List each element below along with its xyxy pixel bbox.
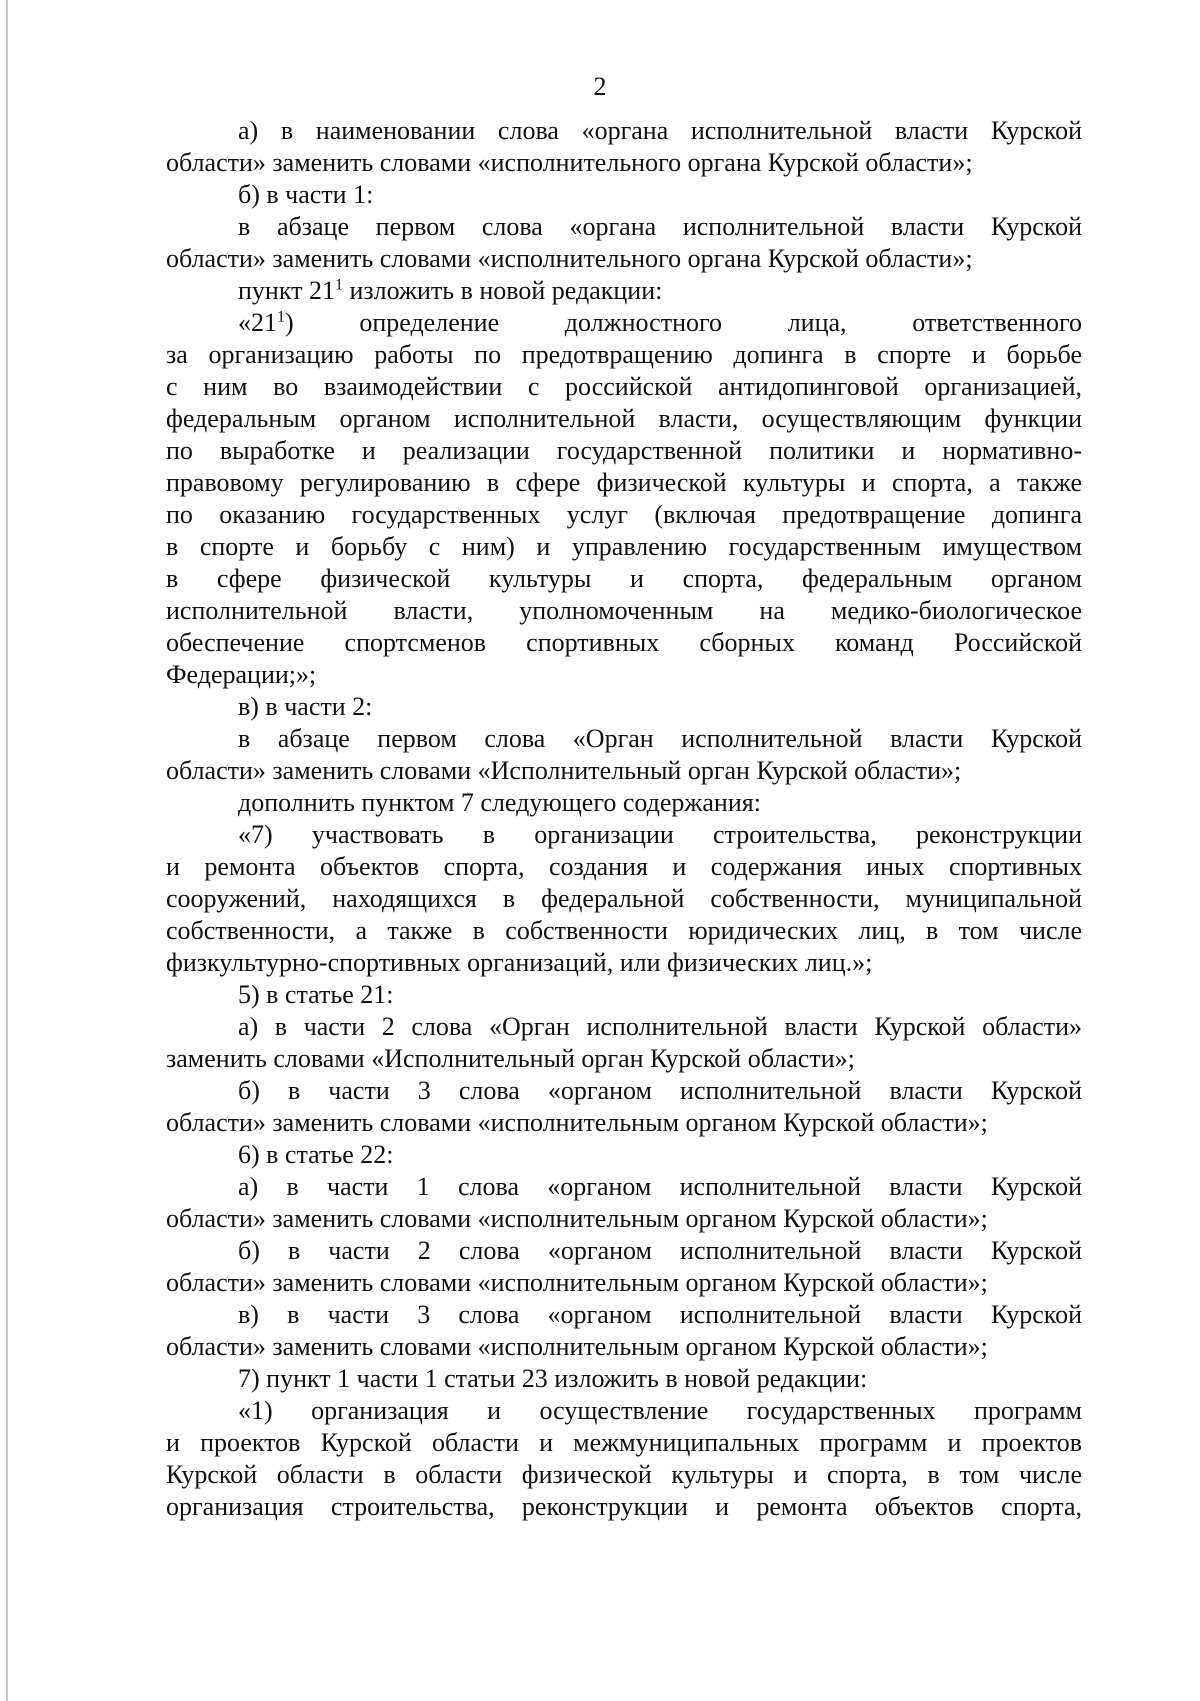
text-line-content: б) в части 2 слова «органом исполнительной власти Курской — [238, 1236, 1082, 1265]
text-line-content: б) в части 3 слова «органом исполнительной власти Курской — [238, 1076, 1082, 1105]
text-line — [166, 1075, 1082, 1107]
text-line-content: области» заменить словами «исполнительного органа Курской области»; — [166, 148, 973, 177]
text-line — [166, 1491, 1082, 1523]
text-line — [166, 1139, 1082, 1171]
text-line — [166, 531, 1082, 563]
text-line — [166, 211, 1082, 243]
text-line-content: сооружений, находящихся в федеральной собственности, муниципальной — [166, 884, 1082, 913]
text-line-content: «7) участвовать в организации строительства, реконструкции — [238, 820, 1082, 849]
text-line — [166, 915, 1082, 947]
text-line — [166, 1011, 1082, 1043]
text-line-content: по выработке и реализации государственной политики и нормативно- — [166, 436, 1082, 465]
text-line — [166, 243, 1082, 275]
text-line-content: собственности, а также в собственности юридических лиц, в том числе — [166, 916, 1082, 945]
text-line-content: правовому регулированию в сфере физической культуры и спорта, а также — [166, 468, 1082, 497]
text-line — [166, 979, 1082, 1011]
text-line-content: области» заменить словами «исполнительным органом Курской области»; — [166, 1332, 988, 1361]
text-line-content: «1) организация и осуществление государственных программ — [238, 1396, 1082, 1425]
text-line-content: области» заменить словами «исполнительным органом Курской области»; — [166, 1204, 988, 1233]
text-line-content: за организацию работы по предотвращению допинга в спорте и борьбе — [166, 340, 1082, 369]
text-line-content: 6) в статье 22: — [238, 1140, 394, 1169]
text-line — [166, 755, 1082, 787]
text-line-content: дополнить пунктом 7 следующего содержания: — [238, 788, 761, 817]
text-line — [166, 627, 1082, 659]
text-line — [166, 1395, 1082, 1427]
text-line-content: с ним во взаимодействии с российской антидопинговой организацией, — [166, 372, 1082, 401]
text-line — [166, 435, 1082, 467]
document-body — [166, 115, 1082, 1523]
superscript: 1 — [277, 308, 285, 326]
text-line-content: в абзаце первом слова «органа исполнительной власти Курской — [238, 212, 1082, 241]
text-line-content: области» заменить словами «исполнительным органом Курской области»; — [166, 1108, 988, 1137]
text-line-content: организация строительства, реконструкции и ремонта объектов спорта, — [166, 1492, 1082, 1521]
text-line-content: 7) пункт 1 части 1 статьи 23 изложить в новой редакции: — [238, 1364, 868, 1393]
text-line-content: в абзаце первом слова «Орган исполнительной власти Курской — [238, 724, 1082, 753]
text-line-content: заменить словами «Исполнительный орган Курской области»; — [166, 1044, 855, 1073]
text-line — [166, 499, 1082, 531]
text-line — [166, 819, 1082, 851]
text-line-content: пункт 21 — [238, 276, 335, 305]
text-line-content: в) в части 3 слова «органом исполнительной власти Курской — [238, 1300, 1082, 1329]
text-line-content: Курской области в области физической культуры и спорта, в том числе — [166, 1460, 1082, 1489]
text-line-content: б) в части 1: — [238, 180, 374, 209]
text-line — [166, 1235, 1082, 1267]
text-line — [166, 1043, 1082, 1075]
text-line — [166, 691, 1082, 723]
text-line-content: области» заменить словами «исполнительного органа Курской области»; — [166, 244, 973, 273]
text-line-continuation: изложить в новой редакции: — [342, 276, 663, 305]
text-line-content: в) в части 2: — [238, 692, 373, 721]
text-line — [166, 1459, 1082, 1491]
text-line-content: а) в наименовании слова «органа исполнительной власти Курской — [238, 116, 1082, 145]
text-line — [166, 179, 1082, 211]
scan-edge-line — [6, 0, 8, 1701]
text-line — [166, 307, 1082, 339]
text-line — [166, 1203, 1082, 1235]
text-line-content: федеральным органом исполнительной власти, осуществляющим функции — [166, 404, 1082, 433]
superscript: 1 — [334, 276, 343, 294]
text-line — [166, 947, 1082, 979]
text-line — [166, 1171, 1082, 1203]
text-line — [166, 723, 1082, 755]
text-line-content: а) в части 2 слова «Орган исполнительной власти Курской области» — [238, 1012, 1082, 1041]
text-line — [166, 339, 1082, 371]
page-number: 2 — [593, 72, 607, 101]
text-line — [166, 1299, 1082, 1331]
text-line — [166, 275, 1082, 307]
text-line-content: обеспечение спортсменов спортивных сборных команд Российской — [166, 628, 1082, 657]
text-line-content: и проектов Курской области и межмуниципальных программ и проектов — [166, 1428, 1082, 1457]
text-line-content: исполнительной власти, уполномоченным на медико-биологическое — [166, 596, 1082, 625]
text-line-content: области» заменить словами «Исполнительный орган Курской области»; — [166, 756, 962, 785]
text-line-content: и ремонта объектов спорта, создания и содержания иных спортивных — [166, 852, 1082, 881]
text-line — [166, 403, 1082, 435]
text-line — [166, 883, 1082, 915]
text-line-continuation: ) определение должностного лица, ответственного — [285, 308, 1082, 337]
text-line — [166, 1363, 1082, 1395]
text-line — [166, 1107, 1082, 1139]
text-line — [166, 147, 1082, 179]
text-line-content: 5) в статье 21: — [238, 980, 394, 1009]
text-line — [166, 115, 1082, 147]
text-line — [166, 563, 1082, 595]
text-line — [166, 787, 1082, 819]
text-line-content: «21 — [238, 308, 277, 337]
text-line-content: в сфере физической культуры и спорта, федеральным органом — [166, 564, 1082, 593]
text-line — [166, 467, 1082, 499]
text-line-content: а) в части 1 слова «органом исполнительной власти Курской — [238, 1172, 1082, 1201]
text-line — [166, 371, 1082, 403]
text-line — [166, 595, 1082, 627]
text-line — [166, 1331, 1082, 1363]
text-line-content: в спорте и борьбу с ним) и управлению государственным имуществом — [166, 532, 1082, 561]
text-line — [166, 1267, 1082, 1299]
text-line — [166, 851, 1082, 883]
text-line-content: Федерации;»; — [166, 660, 317, 689]
text-line — [166, 659, 1082, 691]
text-line-content: по оказанию государственных услуг (включая предотвращение допинга — [166, 500, 1082, 529]
text-line — [166, 1427, 1082, 1459]
text-line-content: физкультурно-спортивных организаций, или физических лиц.»; — [166, 948, 873, 977]
text-line-content: области» заменить словами «исполнительным органом Курской области»; — [166, 1268, 988, 1297]
